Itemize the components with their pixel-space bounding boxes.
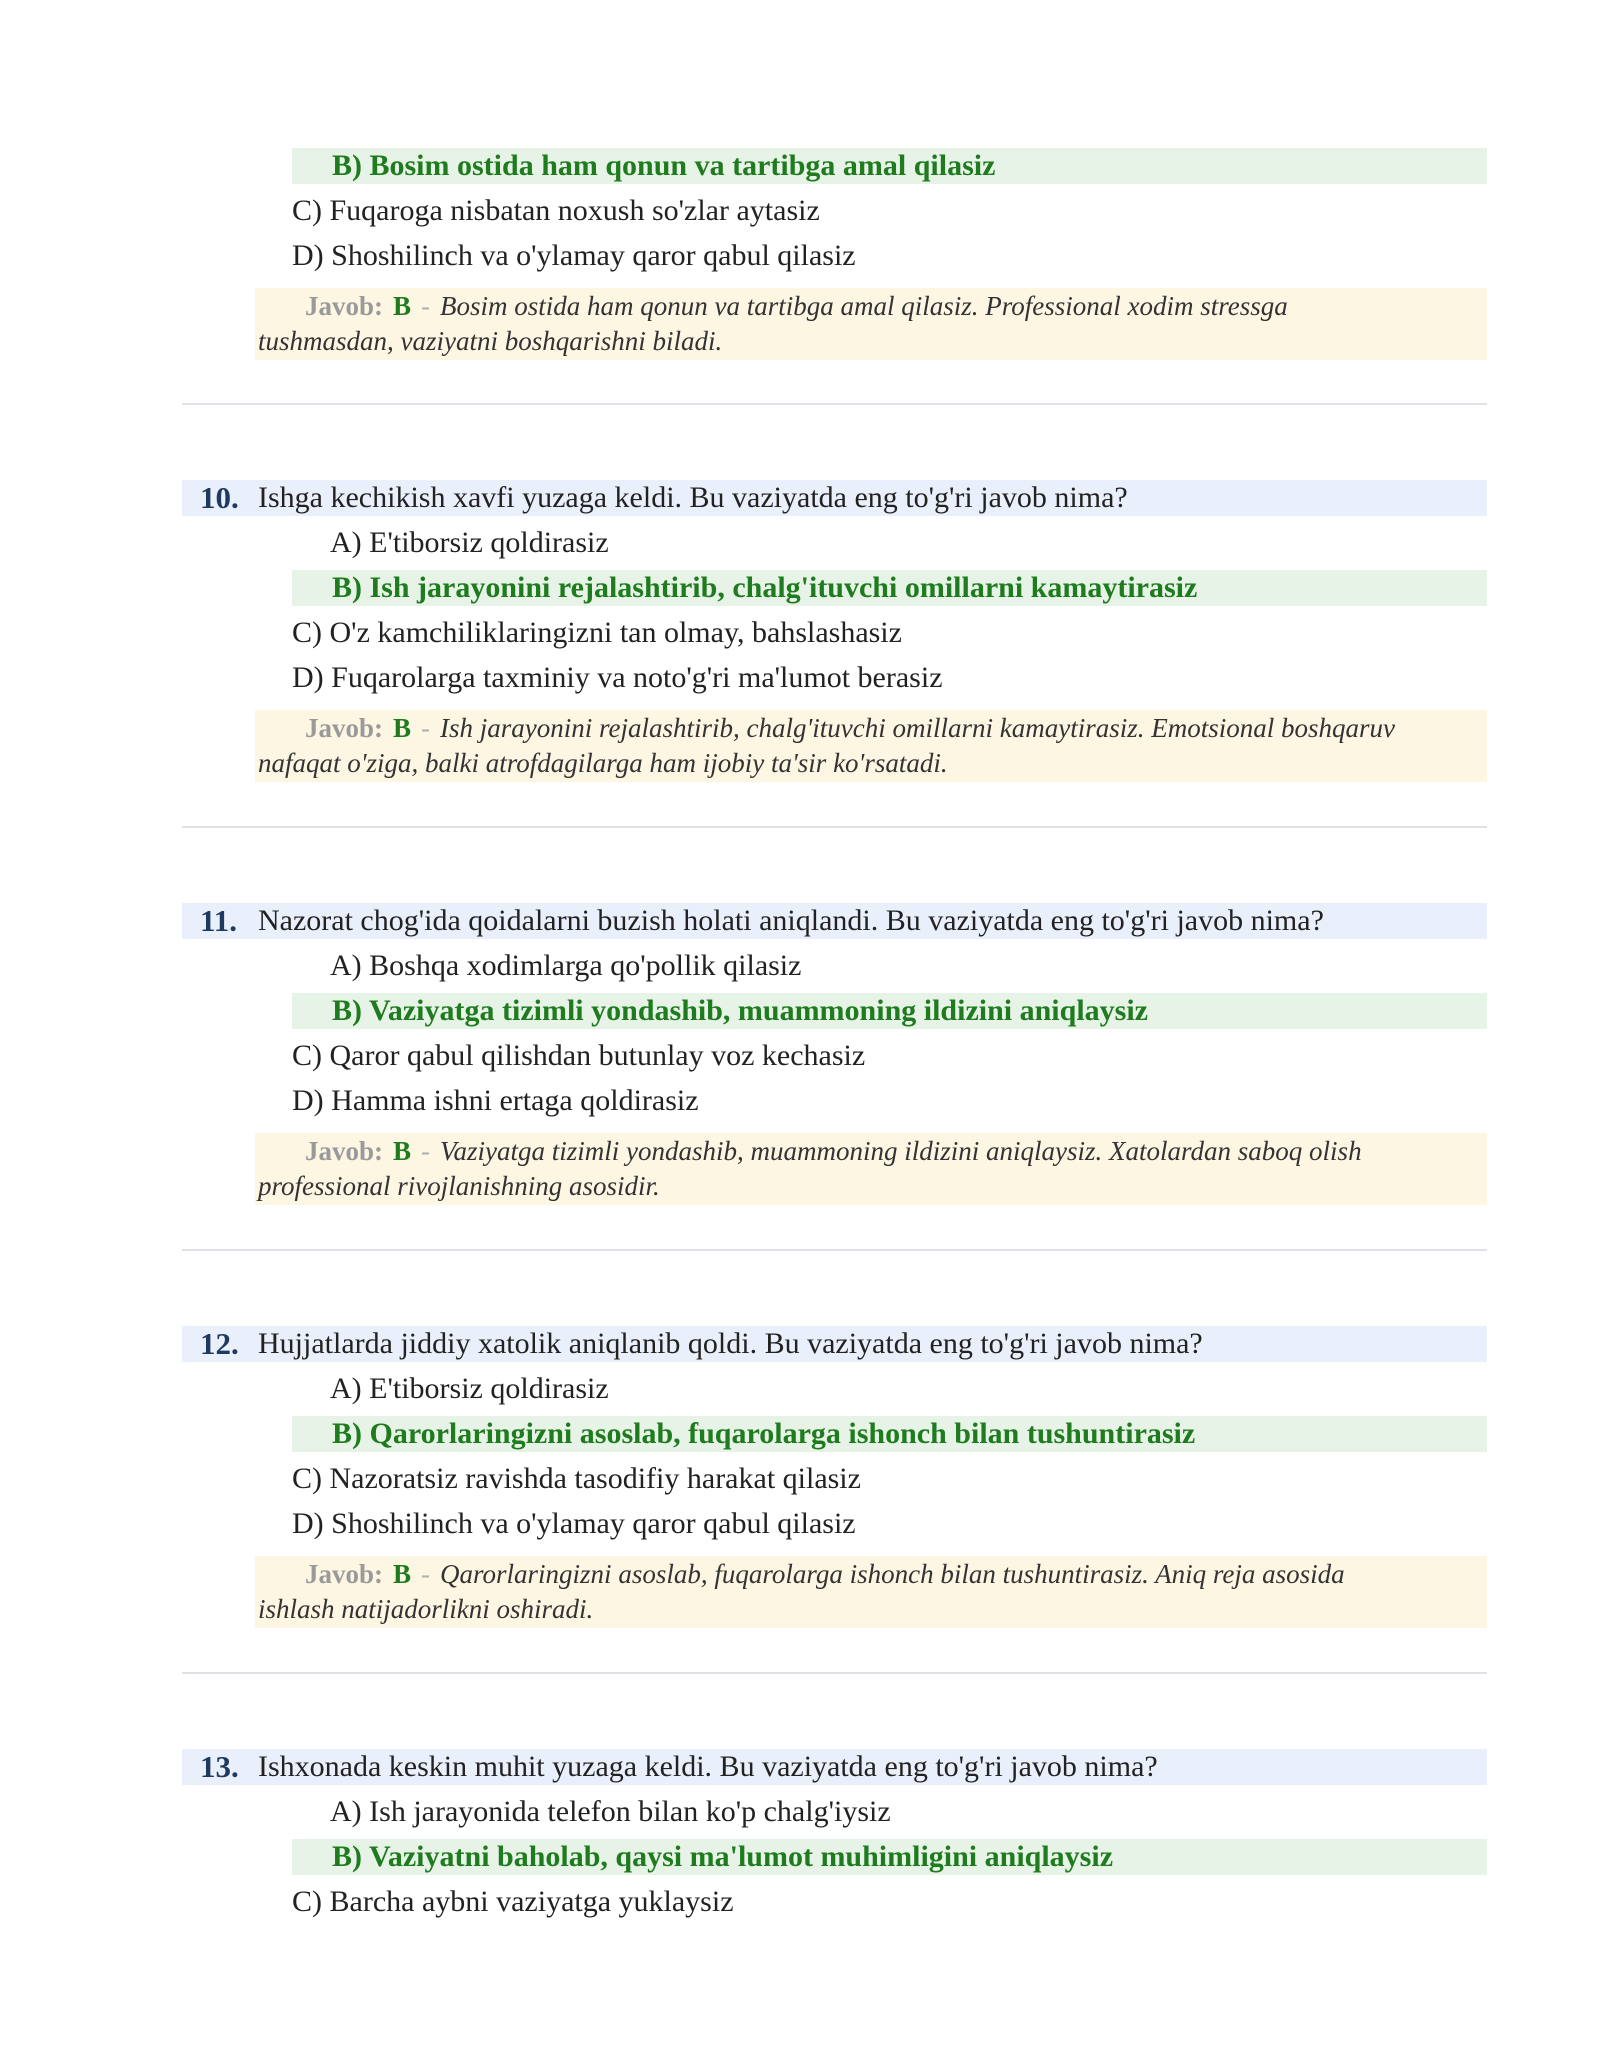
- correct-option[interactable]: B) Ish jarayonini rejalashtirib, chalg'ituvchi omillarni kamaytirasiz: [332, 571, 1198, 604]
- correct-option[interactable]: B) Vaziyatni baholab, qaysi ma'lumot muhimligini aniqlaysiz: [332, 1840, 1114, 1873]
- answer-text-line2: nafaqat o'ziga, balki atrofdagilarga ham ijobiy ta'sir ko'rsatadi.: [258, 748, 948, 778]
- divider: [182, 1672, 1487, 1674]
- answer-explanation: [305, 1556, 1345, 1592]
- answer-dash: -: [421, 1136, 431, 1166]
- answer-text-line1: Bosim ostida ham qonun va tartibga amal qilasiz. Professional xodim stressga: [440, 291, 1288, 321]
- question-text: Ishga kechikish xavfi yuzaga keldi. Bu vaziyatda eng to'g'ri javob nima?: [258, 481, 1128, 514]
- option-c[interactable]: C) Qaror qabul qilishdan butunlay voz kechasiz: [292, 1039, 866, 1072]
- answer-explanation: [305, 288, 1288, 324]
- divider: [182, 826, 1487, 828]
- question-text: Hujjatlarda jiddiy xatolik aniqlanib qoldi. Bu vaziyatda eng to'g'ri javob nima?: [258, 1327, 1203, 1360]
- answer-text-line2: professional rivojlanishning asosidir.: [258, 1171, 660, 1201]
- option-a[interactable]: A) Ish jarayonida telefon bilan ko'p chalg'iysiz: [330, 1795, 891, 1828]
- option-a[interactable]: A) Boshqa xodimlarga qo'pollik qilasiz: [330, 949, 802, 982]
- correct-option[interactable]: B) Vaziyatga tizimli yondashib, muammoning ildizini aniqlaysiz: [332, 994, 1148, 1027]
- option-c[interactable]: C) Fuqaroga nisbatan noxush so'zlar aytasiz: [292, 194, 820, 227]
- answer-text-line1: Ish jarayonini rejalashtirib, chalg'ituvchi omillarni kamaytirasiz. Emotsional boshqaruv: [440, 713, 1396, 743]
- option-a[interactable]: A) E'tiborsiz qoldirasiz: [330, 1372, 609, 1405]
- question-text: Ishxonada keskin muhit yuzaga keldi. Bu vaziyatda eng to'g'ri javob nima?: [258, 1750, 1158, 1783]
- option-c[interactable]: C) O'z kamchiliklaringizni tan olmay, bahslashasiz: [292, 616, 902, 649]
- answer-letter: B: [393, 713, 412, 743]
- answer-text-line1: Vaziyatga tizimli yondashib, muammoning ildizini aniqlaysiz. Xatolardan saboq olish: [440, 1136, 1362, 1166]
- answer-letter: B: [393, 291, 412, 321]
- answer-text-line2: tushmasdan, vaziyatni boshqarishni biladi.: [258, 326, 723, 356]
- question-number: 12.: [200, 1326, 239, 1361]
- answer-label: Javob:: [305, 1559, 384, 1589]
- divider: [182, 1249, 1487, 1251]
- answer-dash: -: [421, 713, 431, 743]
- correct-option[interactable]: B) Qarorlaringizni asoslab, fuqarolarga ishonch bilan tushuntirasiz: [332, 1417, 1196, 1450]
- question-text: Nazorat chog'ida qoidalarni buzish holati aniqlandi. Bu vaziyatda eng to'g'ri javob nima?: [258, 904, 1324, 937]
- answer-label: Javob:: [305, 713, 384, 743]
- option-d[interactable]: D) Fuqarolarga taxminiy va noto'g'ri ma'lumot berasiz: [292, 661, 943, 694]
- option-d[interactable]: D) Hamma ishni ertaga qoldirasiz: [292, 1084, 699, 1117]
- question-number: 11.: [200, 903, 238, 938]
- answer-text-line2: ishlash natijadorlikni oshiradi.: [258, 1594, 594, 1624]
- divider: [182, 403, 1487, 405]
- option-a[interactable]: A) E'tiborsiz qoldirasiz: [330, 526, 609, 559]
- answer-label: Javob:: [305, 291, 384, 321]
- answer-explanation: [305, 1133, 1362, 1169]
- question-number: 10.: [200, 480, 239, 515]
- option-c[interactable]: C) Barcha aybni vaziyatga yuklaysiz: [292, 1885, 734, 1918]
- answer-explanation: [305, 710, 1395, 746]
- answer-dash: -: [421, 291, 431, 321]
- answer-text-line1: Qarorlaringizni asoslab, fuqarolarga ishonch bilan tushuntirasiz. Aniq reja asosida: [440, 1559, 1345, 1589]
- answer-letter: B: [393, 1559, 412, 1589]
- option-c[interactable]: C) Nazoratsiz ravishda tasodifiy harakat qilasiz: [292, 1462, 861, 1495]
- option-d[interactable]: D) Shoshilinch va o'ylamay qaror qabul qilasiz: [292, 239, 856, 272]
- correct-option[interactable]: B) Bosim ostida ham qonun va tartibga amal qilasiz: [332, 149, 996, 182]
- answer-label: Javob:: [305, 1136, 384, 1166]
- question-number: 13.: [200, 1749, 239, 1784]
- option-d[interactable]: D) Shoshilinch va o'ylamay qaror qabul qilasiz: [292, 1507, 856, 1540]
- answer-letter: B: [393, 1136, 412, 1166]
- answer-dash: -: [421, 1559, 431, 1589]
